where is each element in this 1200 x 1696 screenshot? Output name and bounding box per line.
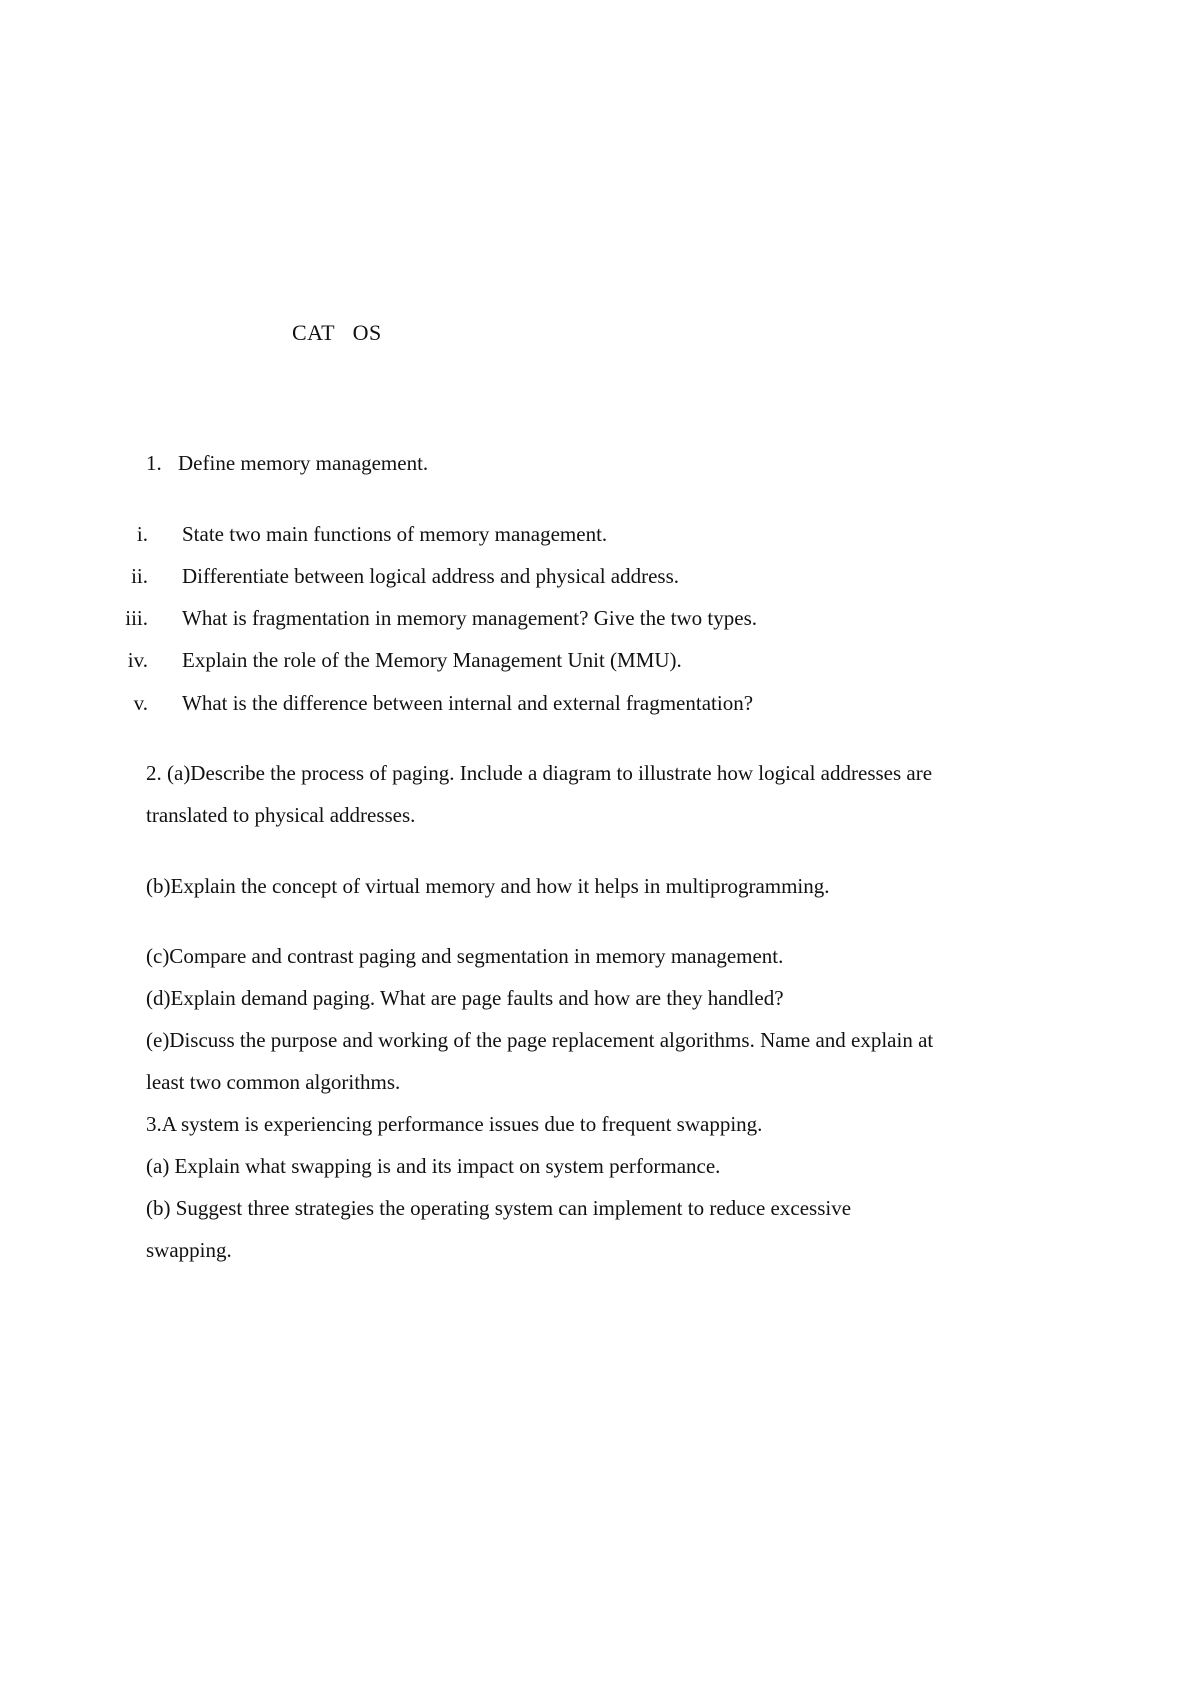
question-3b-line-2: swapping. xyxy=(146,1238,232,1262)
subquestion-text: State two main functions of memory management. xyxy=(182,522,608,546)
question-2b: (b)Explain the concept of virtual memory and how it helps in multiprogramming. xyxy=(146,874,830,898)
question-2d: (d)Explain demand paging. What are page faults and how are they handled? xyxy=(146,986,784,1010)
question-3-stem: 3.A system is experiencing performance issues due to frequent swapping. xyxy=(146,1112,763,1136)
question-2c: (c)Compare and contrast paging and segmentation in memory management. xyxy=(146,944,784,968)
subquestion-number: iv. xyxy=(127,648,148,672)
subquestion-number: iii. xyxy=(125,606,148,630)
question-2e-line-2: least two common algorithms. xyxy=(146,1070,401,1094)
question-1-text: Define memory management. xyxy=(178,451,429,475)
subquestion-text: What is fragmentation in memory management? Give the two types. xyxy=(182,606,757,630)
document-title: CAT OS xyxy=(292,320,382,345)
question-2a-line-2: translated to physical addresses. xyxy=(146,803,416,827)
subquestion-number: i. xyxy=(136,522,148,546)
subquestion-number: ii. xyxy=(131,564,148,588)
question-3a: (a) Explain what swapping is and its impact on system performance. xyxy=(146,1154,721,1178)
question-2a-line-1: 2. (a)Describe the process of paging. Include a diagram to illustrate how logical addresses are xyxy=(146,761,933,785)
subquestion-number: v. xyxy=(133,691,148,715)
subquestion-text: What is the difference between internal and external fragmentation? xyxy=(182,691,754,715)
question-1-number: 1. xyxy=(146,451,162,475)
question-2e-line-1: (e)Discuss the purpose and working of the page replacement algorithms. Name and explain at xyxy=(146,1028,934,1052)
subquestion-text: Explain the role of the Memory Management Unit (MMU). xyxy=(182,648,682,672)
question-3b-line-1: (b) Suggest three strategies the operating system can implement to reduce excessive xyxy=(146,1196,852,1220)
subquestion-text: Differentiate between logical address and physical address. xyxy=(182,564,680,588)
